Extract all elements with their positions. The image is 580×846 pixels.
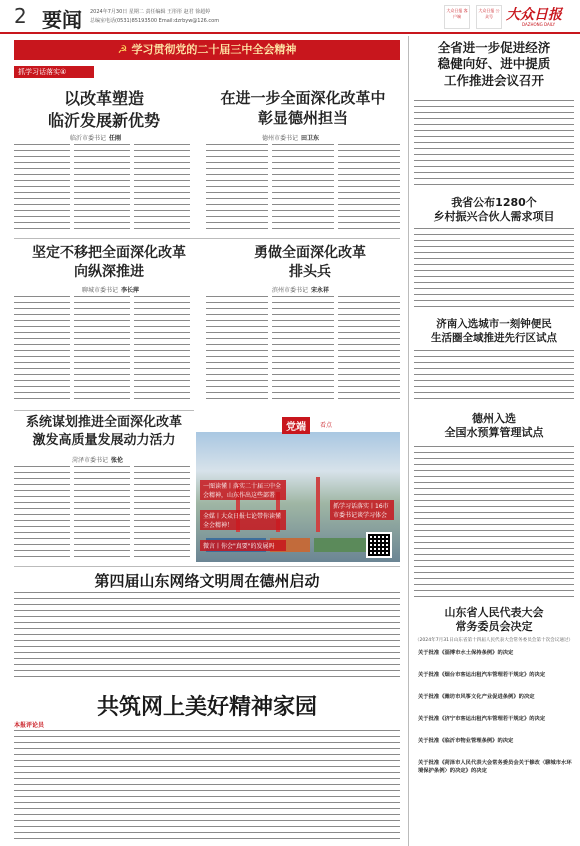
headline-network-week[interactable]: 第四届山东网络文明周在德州启动 bbox=[94, 572, 320, 590]
headline-jinan-pilot[interactable]: 济南入选城市一刻钟便民 生活圈全域推进先行区试点 bbox=[431, 318, 557, 344]
article-body bbox=[414, 100, 574, 192]
masthead-sub: DAZHONG DAILY bbox=[522, 22, 556, 27]
ad-link-2[interactable]: 全媒丨大众日报七论带你读懂全会精神！ bbox=[200, 510, 286, 530]
header-meta-1: 2024年7月30日 星期二 责任编辑 王彤彤 赵君 徐超婷 bbox=[90, 9, 211, 15]
article-body bbox=[14, 730, 400, 844]
article-body bbox=[206, 144, 268, 234]
article-body bbox=[272, 144, 334, 234]
article-title-dezhou[interactable]: 在进一步全面深化改革中 彰显德州担当 bbox=[220, 89, 386, 128]
column-divider bbox=[408, 36, 409, 846]
article-body bbox=[134, 144, 190, 234]
article-body bbox=[272, 296, 334, 406]
headline-rural-partners[interactable]: 我省公布1280个 乡村振兴合伙人需求项目 bbox=[433, 196, 555, 224]
byline-heze: 菏泽市委书记 张伦 bbox=[72, 457, 124, 464]
byline-dezhou: 德州市委书记 田卫东 bbox=[262, 135, 320, 142]
article-body bbox=[414, 446, 574, 602]
qr-code-client[interactable]: 大众日报 客户端 bbox=[444, 5, 470, 29]
section-divider bbox=[14, 410, 194, 411]
article-body bbox=[206, 296, 268, 406]
decision-list bbox=[418, 648, 572, 788]
section-name: 要闻 bbox=[42, 8, 82, 32]
ad-subtitle: 看点 bbox=[320, 422, 333, 429]
headline-dezhou-water[interactable]: 德州入选 全国水预算管理试点 bbox=[444, 412, 544, 440]
section-divider bbox=[14, 238, 400, 239]
article-body bbox=[338, 144, 400, 234]
article-title-liaocheng[interactable]: 坚定不移把全面深化改革 向纵深推进 bbox=[32, 245, 186, 280]
article-title-linyi[interactable]: 以改革塑造 临沂发展新优势 bbox=[47, 89, 160, 130]
article-body bbox=[14, 592, 400, 684]
byline-binzhou: 滨州市委书记 宋永祥 bbox=[272, 287, 330, 294]
topic-banner: ☭ 学习贯彻党的二十届三中全会精神 bbox=[14, 40, 400, 60]
section-divider bbox=[14, 566, 400, 567]
article-body bbox=[134, 296, 190, 406]
article-body bbox=[14, 466, 70, 562]
qr-code-wechat[interactable]: 大众日报 公众号 bbox=[476, 5, 502, 29]
header-meta-2: 总编室电话(0531)85193500 Email:dzrbyw@126.com bbox=[90, 18, 220, 24]
headline-npc-decision[interactable]: 山东省人民代表大会 常务委员会决定 bbox=[444, 606, 544, 634]
article-body bbox=[414, 228, 574, 316]
ad-link-4[interactable]: 微言丨你会"真要"的发展吗 bbox=[200, 540, 286, 551]
ad-brand[interactable]: 党端 bbox=[282, 417, 310, 434]
column-tag: 抓学习话落实④ bbox=[14, 66, 94, 78]
decision-item[interactable]: 关于批准《潍坊市风筝文化产业促进条例》的决定 bbox=[418, 694, 535, 700]
decision-item[interactable]: 关于批准《临沂市物业管理条例》的决定 bbox=[418, 738, 514, 744]
decision-item[interactable]: 关于批准《菏泽市人民代表大会常务委员会关于修改〈聊城市水环境保护条例〉的决定》的决定 bbox=[418, 760, 572, 774]
page-header bbox=[0, 0, 580, 34]
decision-subtitle: （2024年7月31日山东省第十四届人民代表大会常务委员会第十次会议通过） bbox=[414, 638, 574, 643]
byline-linyi: 临沂市委书记 任刚 bbox=[70, 135, 122, 142]
decision-item[interactable]: 关于批准《淄博市水土保持条例》的决定 bbox=[418, 650, 514, 656]
article-body bbox=[14, 296, 70, 406]
article-body bbox=[74, 144, 130, 234]
article-title-heze[interactable]: 系统谋划推进全面深化改革 激发高质量发展动力活力 bbox=[25, 415, 182, 448]
article-body bbox=[74, 296, 130, 406]
headline-spiritual-home[interactable]: 共筑网上美好精神家园 bbox=[96, 694, 317, 720]
article-body bbox=[74, 466, 130, 562]
article-body bbox=[14, 144, 70, 234]
commentary-tag: 本报评论员 bbox=[14, 722, 45, 729]
article-body bbox=[134, 466, 190, 562]
byline-liaocheng: 聊城市委书记 李长萍 bbox=[82, 287, 140, 294]
qr-code[interactable] bbox=[366, 532, 392, 558]
decision-item[interactable]: 关于批准《烟台市客运出租汽车管理若干规定》的决定 bbox=[418, 672, 546, 678]
party-emblem-icon: ☭ bbox=[117, 43, 128, 56]
decision-item[interactable]: 关于批准《济宁市客运出租汽车管理若干规定》的决定 bbox=[418, 716, 546, 722]
ad-link-3[interactable]: 抓学习话落实丨16市市委书记谈学习体会 bbox=[330, 500, 394, 520]
ad-link-1[interactable]: 一图读懂丨落实二十届三中全会精神，山东作出这些部署 bbox=[200, 480, 286, 500]
article-body bbox=[414, 350, 574, 406]
headline-economic-meeting[interactable]: 全省进一步促进经济 稳健向好、进中提质 工作推进会议召开 bbox=[437, 40, 551, 88]
article-body bbox=[338, 296, 400, 406]
article-title-binzhou[interactable]: 勇做全面深化改革 排头兵 bbox=[254, 245, 366, 280]
page-number: 2 bbox=[14, 4, 27, 28]
masthead-logo: 大众日报 bbox=[506, 7, 562, 23]
